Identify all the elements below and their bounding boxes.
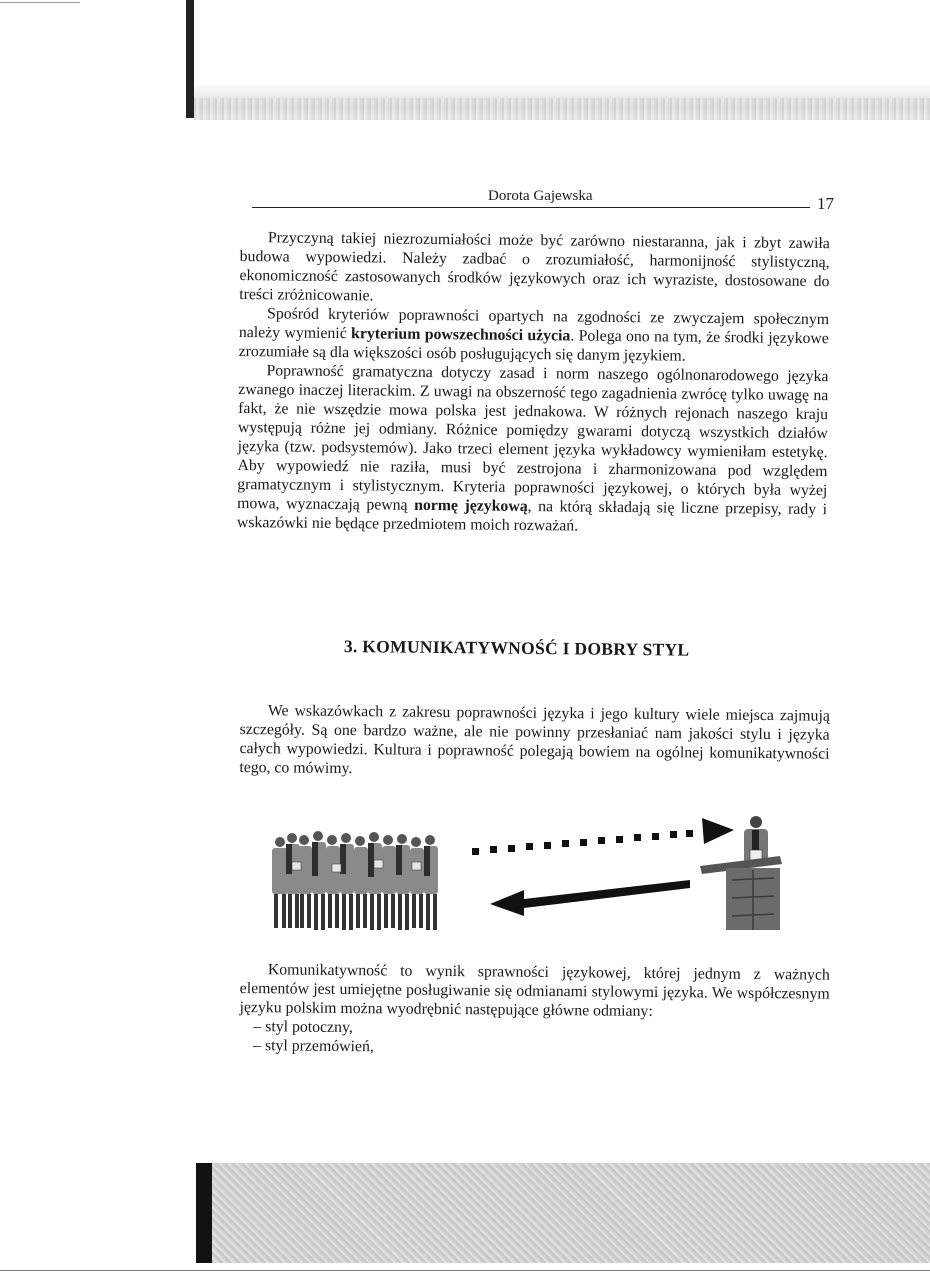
scan-mark [0, 2, 80, 3]
scan-noise-strip-bottom [196, 1163, 930, 1263]
scan-edge-top [186, 0, 194, 118]
paragraph: Komunikatywność to wynik sprawności językowej, której jednym z ważnych elementów jest umiejętne posługiwanie się odmianami stylowymi języka. We współczesnym języku polskim można wyodrębnić następujące główne odmiany: [239, 961, 830, 1020]
scan-bottom-line [0, 1270, 930, 1271]
header-rule [252, 207, 810, 208]
list-item: – styl potoczny, [239, 1017, 829, 1042]
running-header [252, 186, 836, 212]
paragraph-text: , na którą składają się liczne przepisy, rady i wskazówki nie będące przedmiotem moich rozważań. [236, 498, 828, 535]
bold-term: kryterium powszechności użycia [351, 325, 571, 345]
author-name: Dorota Gajewska [488, 188, 593, 204]
list-item: – styl przemówień, [239, 1036, 829, 1061]
page-number: 17 [817, 194, 834, 213]
style-list [239, 1017, 829, 1061]
paragraph-text: . Polega ono na tym, że środki językowe zrozumiałe są dla większości osób posługujących się danym językiem. [238, 327, 829, 365]
paragraph-text: Spośród kryteriów poprawności opartych na zgodności ze zwyczajem społecznym należy wymienić [238, 305, 830, 343]
solid-arrow-left-icon [490, 880, 690, 916]
audience-group-icon [272, 831, 438, 930]
body-text-middle [239, 701, 830, 783]
paragraph-text: Poprawność gramatyczna dotyczy zasad i norm naszego ogólnonarodowego języka zwanego inaczej literackim. Z uwagi na obszerność tego zagadnienia zwrócę tylko uwagę na fakt, że nie wszędzie mowa polska jest jednakowa. W różnych rejonach naszego kraju występują różne jej odmiany. Różnice pomiędzy gwarami dotyczą wszystkich działów języka (tzw. podsystemów). Jako trzeci element języka wykładowcy wymieniłam estetykę. Aby wypowiedź nie raziła, musi być zestrojona i zharmonizowana pod względem gramatycznym i stylistycznym. Kryteria poprawności językowej, o których była wyżej mowa, wyznaczają pewną [237, 362, 829, 514]
paragraph: We wskazówkach z zakresu poprawności języka i jego kultury wiele miejsca zajmują szczegóły. Są one bardzo ważne, ale nie powinny przesłaniać nam jakości stylu i języka całych wypowiedzi. Kultura i poprawność polegają bowiem na ogólnej komunikatywności tego, co mówimy. [239, 702, 830, 778]
scan-edge-bottom [196, 1163, 212, 1263]
scan-noise-strip-top [194, 98, 930, 120]
communication-illustration [262, 810, 792, 950]
paragraph [239, 304, 830, 367]
body-text-bottom [239, 960, 830, 1061]
body-text-top [237, 228, 830, 538]
dotted-arrow-right-icon [472, 818, 734, 855]
paragraph [237, 361, 829, 538]
section-heading: 3. KOMUNIKATYWNOŚĆ I DOBRY STYL [343, 636, 690, 660]
bold-term: normę językową [414, 496, 528, 516]
paragraph: Przyczyną takiej niezrozumiałości może być zarówno niestaranna, jak i zbyt zawiła budowa wypowiedzi. Należy zadbać o zrozumiałość, harmonijność stylistyczną, ekonomiczność zastosowanych środków językowych oraz ich wyraziste, dostosowane do treści zróżnicowanie. [239, 229, 830, 305]
